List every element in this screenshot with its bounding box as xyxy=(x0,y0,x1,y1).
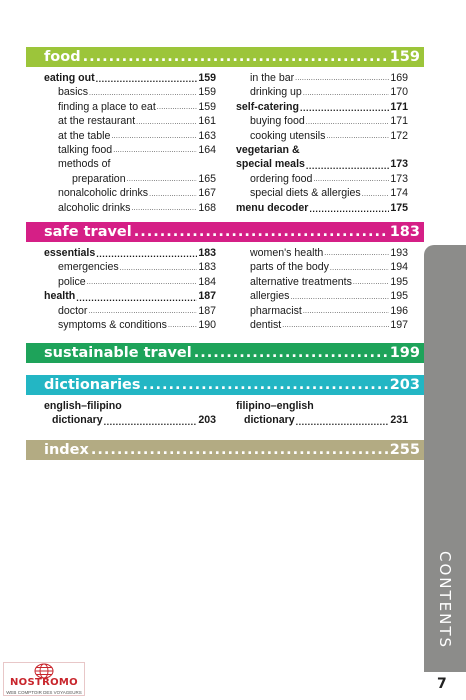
leader-dots xyxy=(134,224,388,240)
toc-entry-at-the-restaurant[interactable]: at the restaurant ..... 161 xyxy=(44,114,216,128)
toc-entry-parts-of-body[interactable]: parts of the body ..... 194 xyxy=(236,260,408,274)
dictionaries-column-right xyxy=(236,399,408,428)
section-page: 183 xyxy=(389,224,420,240)
toc-entry-alcoholic-drinks[interactable]: alcoholic drinks ..... 168 xyxy=(44,201,216,215)
toc-entry-nonalcoholic-drinks[interactable]: nonalcoholic drinks ..... 167 xyxy=(44,186,216,200)
toc-entry-self-catering[interactable]: self-catering ..... 171 xyxy=(236,100,408,114)
toc-entry-police[interactable]: police ..... 184 xyxy=(44,275,216,289)
toc-entry-allergies[interactable]: allergies ..... 195 xyxy=(236,289,408,303)
toc-entry-symptoms[interactable]: symptoms & conditions ..... 190 xyxy=(44,318,216,332)
section-page: 203 xyxy=(389,377,420,393)
logo-tagline: WEB COMPTOIR DES VOYAGEURS xyxy=(6,690,82,695)
section-header-safe-travel[interactable] xyxy=(26,222,424,242)
safe-travel-column-left xyxy=(44,246,216,332)
toc-entry-buying-food[interactable]: buying food ..... 171 xyxy=(236,114,408,128)
toc-entry-cooking-utensils[interactable]: cooking utensils ..... 172 xyxy=(236,129,408,143)
toc-entry-ordering-food[interactable]: ordering food ..... 173 xyxy=(236,172,408,186)
toc-entry-in-the-bar[interactable]: in the bar ..... 169 xyxy=(236,71,408,85)
toc-entry-special-diets[interactable]: special diets & allergies ..... 174 xyxy=(236,186,408,200)
section-title: safe travel xyxy=(44,224,132,240)
section-page: 159 xyxy=(389,49,420,65)
section-page: 255 xyxy=(389,442,420,458)
toc-entry-womens-health[interactable]: women's health ..... 193 xyxy=(236,246,408,260)
section-title: dictionaries xyxy=(44,377,141,393)
toc-entry-english-filipino: english–filipino xyxy=(44,400,122,412)
toc-entry-alternative-treatments[interactable]: alternative treatments ..... 195 xyxy=(236,275,408,289)
leader-dots xyxy=(83,49,388,65)
page-number: 7 xyxy=(437,676,447,692)
food-column-left xyxy=(44,71,216,215)
section-header-sustainable-travel[interactable] xyxy=(26,343,424,363)
toc-entry-essentials[interactable]: essentials ..... 183 xyxy=(44,246,216,260)
logo-wordmark: NOSTROMO xyxy=(10,677,78,688)
toc-entry-pharmacist[interactable]: pharmacist ..... 196 xyxy=(236,304,408,318)
toc-entry-dentist[interactable]: dentist ..... 197 xyxy=(236,318,408,332)
section-title: food xyxy=(44,49,81,65)
toc-entry-filipino-english: filipino–english xyxy=(236,400,314,412)
toc-entry-methods-of: methods of xyxy=(58,158,111,171)
food-column-right xyxy=(236,71,408,215)
toc-entry-at-the-table[interactable]: at the table ..... 163 xyxy=(44,129,216,143)
safe-travel-column-right xyxy=(236,246,408,332)
leader-dots xyxy=(143,377,388,393)
dictionaries-column-left xyxy=(44,399,216,428)
toc-entry-preparation[interactable]: preparation ..... 165 xyxy=(44,172,216,186)
section-title: sustainable travel xyxy=(44,345,192,361)
section-header-index[interactable] xyxy=(26,440,424,460)
toc-entry-vegetarian: vegetarian & xyxy=(236,144,300,157)
toc-entry-filipino-english-dictionary[interactable]: dictionary ..... 231 xyxy=(236,413,408,427)
toc-entry-emergencies[interactable]: emergencies ..... 183 xyxy=(44,260,216,274)
toc-entry-finding-a-place[interactable]: finding a place to eat ..... 159 xyxy=(44,100,216,114)
section-header-dictionaries[interactable] xyxy=(26,375,424,395)
toc-entry-menu-decoder[interactable]: menu decoder ..... 175 xyxy=(236,201,408,215)
section-header-food[interactable] xyxy=(26,47,424,67)
leader-dots xyxy=(91,442,388,458)
contents-tab-label: CONTENTS xyxy=(436,550,455,650)
toc-entry-eating-out[interactable]: eating out ..... 159 xyxy=(44,71,216,85)
toc-entry-basics[interactable]: basics ..... 159 xyxy=(44,85,216,99)
toc-entry-talking-food[interactable]: talking food ..... 164 xyxy=(44,143,216,157)
toc-entry-english-filipino-dictionary[interactable]: dictionary ..... 203 xyxy=(44,413,216,427)
leader-dots xyxy=(194,345,388,361)
toc-entry-doctor[interactable]: doctor ..... 187 xyxy=(44,304,216,318)
section-title: index xyxy=(44,442,89,458)
toc-entry-drinking-up[interactable]: drinking up ..... 170 xyxy=(236,85,408,99)
section-page: 199 xyxy=(389,345,420,361)
toc-entry-special-meals[interactable]: special meals ..... 173 xyxy=(236,157,408,171)
toc-entry-health[interactable]: health ..... 187 xyxy=(44,289,216,303)
